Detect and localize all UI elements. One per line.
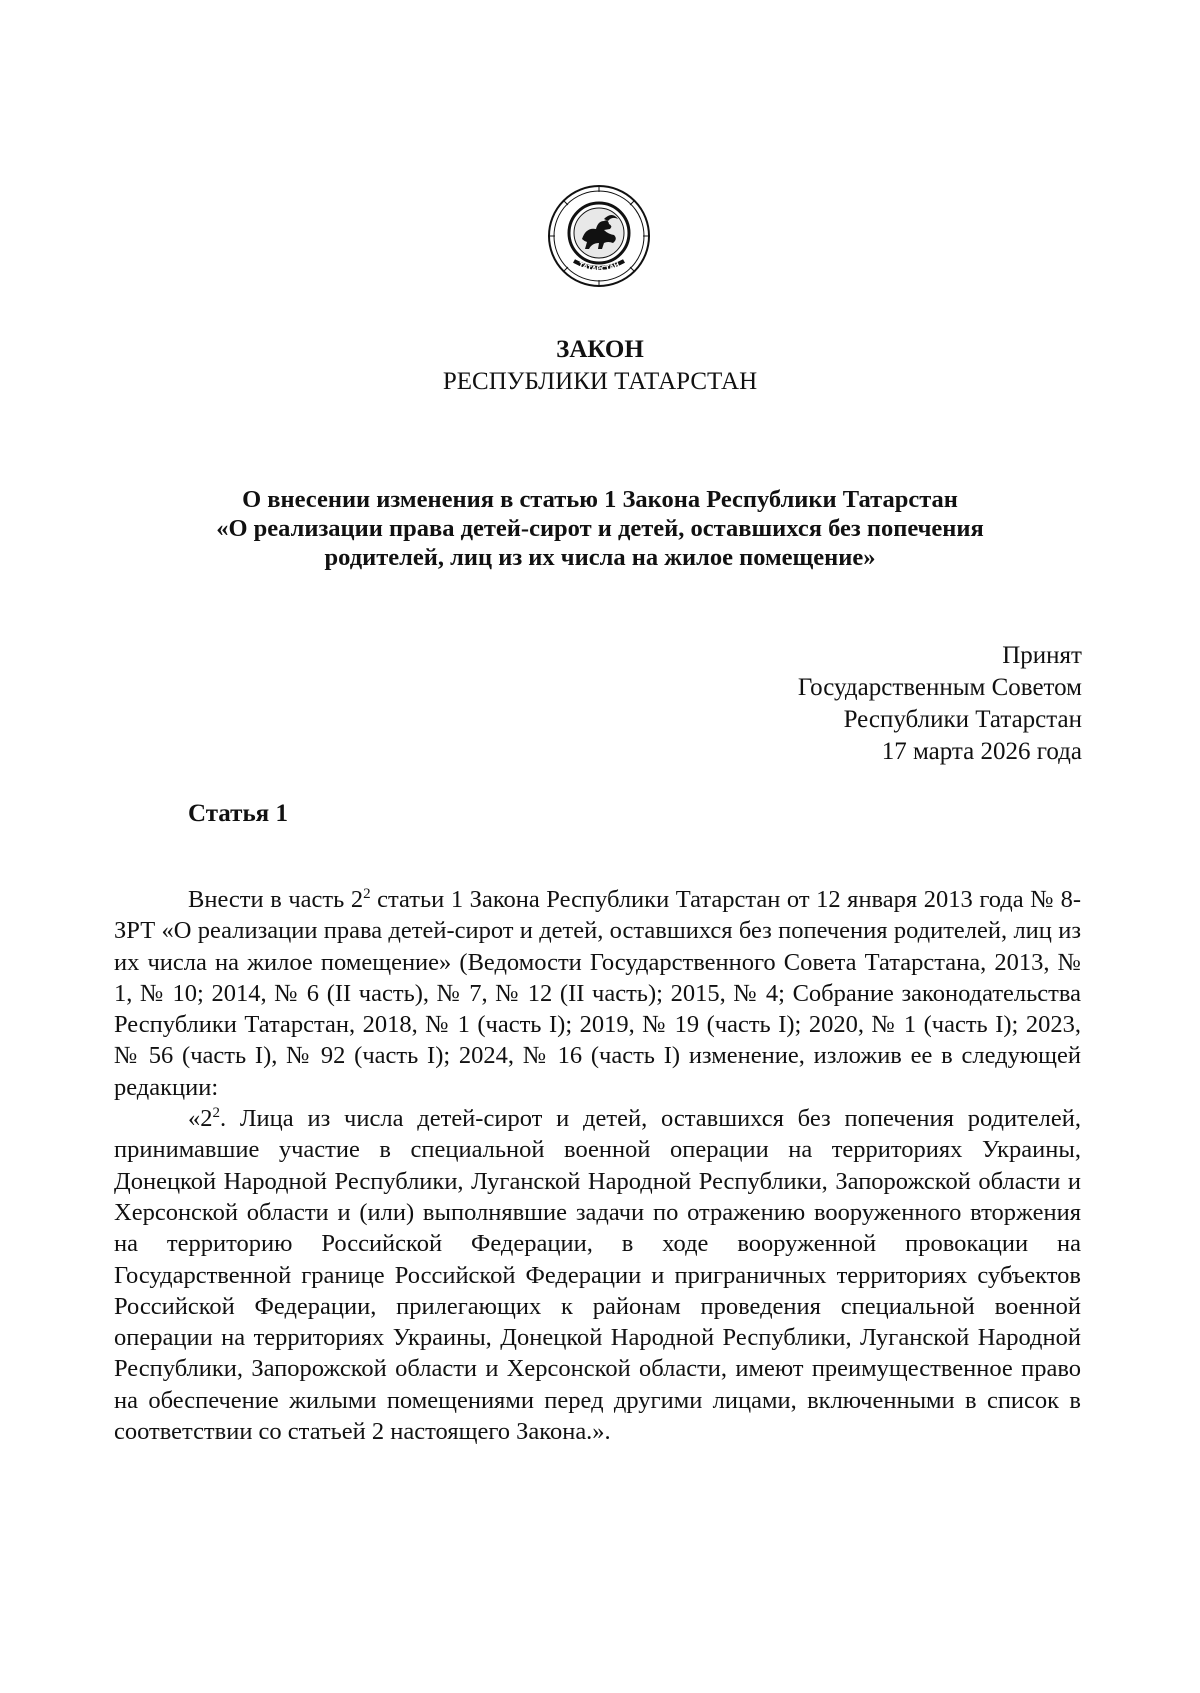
- subject-line: О внесении изменения в статью 1 Закона Республики Татарстан: [242, 486, 958, 513]
- subject-line: «О реализации права детей-сирот и детей, оставшихся без попечения: [216, 515, 984, 542]
- adoption-line: Республики Татарстан: [843, 706, 1082, 733]
- law-subject-heading: [150, 485, 1050, 572]
- article-paragraph: [114, 1103, 1081, 1447]
- article-body: [114, 884, 1081, 1447]
- superscript: 2: [212, 1105, 220, 1122]
- article-heading: Статья 1: [188, 800, 288, 827]
- subject-line: родителей, лиц из их числа на жилое помещение»: [324, 544, 876, 571]
- adoption-block: [798, 640, 1082, 768]
- paragraph-lead: «2: [188, 1105, 213, 1133]
- coat-of-arms-emblem: [546, 183, 652, 289]
- superscript: 2: [363, 886, 371, 902]
- adoption-line: Государственным Советом: [797, 674, 1082, 701]
- law-title: ЗАКОН: [556, 336, 644, 363]
- paragraph-lead: Внести в часть 2: [188, 886, 364, 913]
- article-paragraph: [114, 884, 1081, 1103]
- adoption-line: Принят: [1002, 642, 1082, 669]
- law-subtitle: РЕСПУБЛИКИ ТАТАРСТАН: [442, 368, 758, 395]
- svg-text:ТАТАРСТАН: ТАТАРСТАН: [577, 260, 621, 274]
- paragraph-text: . Лица из числа детей-сирот и детей, оставшихся без попечения родителей, принимавшие участие в специальной военной операции на территориях Украины, Донецкой Народной Республики, Луганской Народной Республики, Запорожской области и Херсонской области и (или) выполнявшие задачи по отражению вооруженного вторжения на территорию Российской Федерации, в ходе вооруженной провокации на Государственной границе Российской Федерации и приграничных территориях субъектов Российской Федерации, прилегающих к районам проведения специальной военной операции на территориях Украины, Донецкой Народной Республики, Луганской Народной Республики, Запорожской области и Херсонской области, имеют преимущественное право на обеспечение жилыми помещениями перед другими лицами, включенными в список в соответствии со статьей 2 настоящего Закона.».: [114, 1105, 1081, 1446]
- paragraph-text: статьи 1 Закона Республики Татарстан от 12 января 2013 года № 8-ЗРТ «О реализации права детей-сирот и детей, оставшихся без попечения родителей, лиц из их числа на жилое помещение» (Ведомости Государственного Совета Татарстана, 2013, № 1, № 10; 2014, № 6 (II часть), № 7, № 12 (II часть); 2015, № 4; Собрание законодательства Республики Татарстан, 2018, № 1 (часть I); 2019, № 19 (часть I); 2020, № 1 (часть I); 2023, № 56 (часть I), № 92 (часть I); 2024, № 16 (часть I) изменение, изложив ее в следующей редакции:: [114, 886, 1081, 1101]
- adoption-date: 17 марта 2026 года: [881, 738, 1082, 765]
